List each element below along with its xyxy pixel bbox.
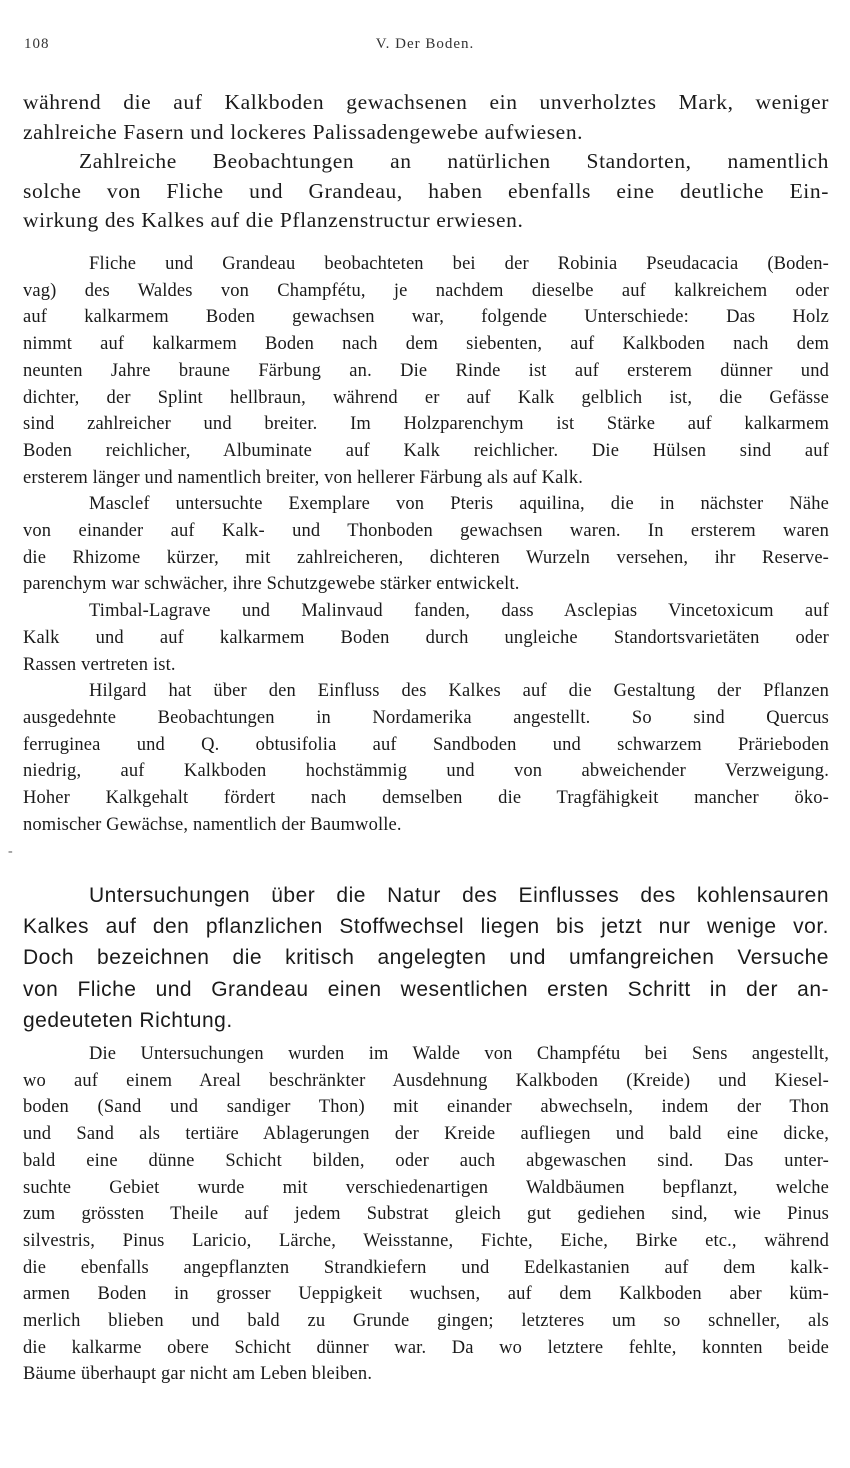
- text-line: Fliche und Grandeau beobachteten bei der Robinia Pseudacacia (Boden-: [89, 254, 829, 274]
- text-line: gedeuteten Richtung.: [23, 1008, 233, 1032]
- text-line: und Sand als tertiäre Ablagerungen der Kreide aufliegen und bald eine dicke,: [23, 1124, 829, 1145]
- text-line: Rassen vertreten ist.: [23, 654, 176, 675]
- text-line: Zahlreiche Beobachtungen an natürlichen Standorten, namentlich: [79, 149, 829, 173]
- text-line: Untersuchungen über die Natur des Einflusses des kohlensauren: [89, 884, 829, 907]
- text-line: die Rhizome kürzer, mit zahlreicheren, dichteren Wurzeln versehen, ihr Reserve-: [23, 547, 829, 568]
- text-line: auf kalkarmem Boden gewachsen war, folgende Unterschiede: Das Holz: [23, 307, 829, 328]
- text-line: solche von Fliche und Grandeau, haben ebenfalls eine deutliche Ein-: [23, 178, 829, 203]
- text-line: die kalkarme obere Schicht dünner war. Da wo letztere fehlte, konnten beide: [23, 1337, 829, 1358]
- text-line: dichter, der Splint hellbraun, während er auf Kalk gelblich ist, die Gefässe: [23, 387, 829, 408]
- text-line: zum grössten Theile auf jedem Substrat gleich gut gediehen sind, wie Pinus: [23, 1204, 829, 1225]
- text-line: Masclef untersuchte Exemplare von Pteris aquilina, die in nächster Nähe: [89, 494, 829, 515]
- running-head: V. Der Boden.: [375, 36, 475, 52]
- text-line: bald eine dünne Schicht bilden, oder auch abgewaschen sind. Das unter-: [23, 1150, 829, 1171]
- text-line: während die auf Kalkboden gewachsenen ein unverholztes Mark, weniger: [23, 90, 829, 114]
- text-line: parenchym war schwächer, ihre Schutzgewebe stärker entwickelt.: [23, 574, 520, 595]
- page-header: [24, 36, 826, 56]
- text-line: die ebenfalls angepflanzten Strandkiefern und Edelkastanien auf dem kalk-: [23, 1257, 829, 1278]
- text-line: neunten Jahre braune Färbung an. Die Rinde ist auf ersterem dünner und: [23, 360, 829, 381]
- text-line: sind zahlreicher und breiter. Im Holzparenchym ist Stärke auf kalkarmem: [23, 414, 829, 435]
- text-line: Hilgard hat über den Einfluss des Kalkes auf die Gestaltung der Pflanzen: [89, 681, 829, 702]
- margin-mark: -: [8, 844, 13, 859]
- text-line: Timbal-Lagrave und Malinvaud fanden, dass Asclepias Vincetoxicum auf: [89, 601, 829, 622]
- text-line: Die Untersuchungen wurden im Walde von Champfétu bei Sens angestellt,: [89, 1044, 829, 1064]
- text-line: niedrig, auf Kalkboden hochstämmig und von abweichender Verzweigung.: [23, 761, 829, 782]
- text-block-2: [23, 251, 829, 838]
- page-number: 108: [24, 36, 50, 52]
- text-line: silvestris, Pinus Laricio, Lärche, Weisstanne, Fichte, Eiche, Birke etc., während: [23, 1230, 829, 1251]
- text-line: wirkung des Kalkes auf die Pflanzenstructur erwiesen.: [23, 208, 524, 232]
- text-line: von einander auf Kalk- und Thonboden gewachsen waren. In ersterem waren: [23, 521, 829, 542]
- text-line: Doch bezeichnen die kritisch angelegten und umfangreichen Versuche: [23, 946, 829, 970]
- text-line: zahlreiche Fasern und lockeres Palissadengewebe aufwiesen.: [23, 119, 584, 144]
- text-line: armen Boden in grosser Ueppigkeit wuchsen, auf dem Kalkboden aber küm-: [23, 1284, 829, 1305]
- text-line: Boden reichlicher, Albuminate auf Kalk reichlicher. Die Hülsen sind auf: [23, 440, 829, 461]
- text-block-1: [23, 88, 829, 236]
- text-line: wo auf einem Areal beschränkter Ausdehnung Kalkboden (Kreide) und Kiesel-: [23, 1070, 829, 1091]
- text-line: vag) des Waldes von Champfétu, je nachdem dieselbe auf kalkreichem oder: [23, 280, 829, 301]
- text-line: ferruginea und Q. obtusifolia auf Sandboden und schwarzem Prärieboden: [23, 734, 829, 755]
- text-line: nimmt auf kalkarmem Boden nach dem siebenten, auf Kalkboden nach dem: [23, 334, 829, 355]
- text-line: ersterem länger und namentlich breiter, von hellerer Färbung als auf Kalk.: [23, 467, 584, 488]
- text-line: Bäume überhaupt gar nicht am Leben bleiben.: [23, 1364, 373, 1385]
- text-line: merlich blieben und bald zu Grunde gingen; letzteres um so schneller, als: [23, 1311, 829, 1332]
- text-block-3: [23, 880, 829, 1036]
- text-line: Hoher Kalkgehalt fördert nach demselben die Tragfähigkeit mancher öko-: [23, 788, 829, 809]
- text-line: boden (Sand und sandiger Thon) mit einander abwechseln, indem der Thon: [23, 1097, 829, 1118]
- text-line: Kalk und auf kalkarmem Boden durch ungleiche Standortsvarietäten oder: [23, 627, 829, 648]
- text-line: von Fliche und Grandeau einen wesentlichen ersten Schritt in der an-: [23, 977, 829, 1001]
- text-block-4: [23, 1041, 829, 1388]
- text-line: suchte Gebiet wurde mit verschiedenartigen Waldbäumen bepflanzt, welche: [23, 1177, 829, 1198]
- text-line: nomischer Gewächse, namentlich der Baumwolle.: [23, 814, 402, 835]
- text-line: ausgedehnte Beobachtungen in Nordamerika angestellt. So sind Quercus: [23, 707, 829, 728]
- text-line: Kalkes auf den pflanzlichen Stoffwechsel liegen bis jetzt nur wenige vor.: [23, 915, 829, 939]
